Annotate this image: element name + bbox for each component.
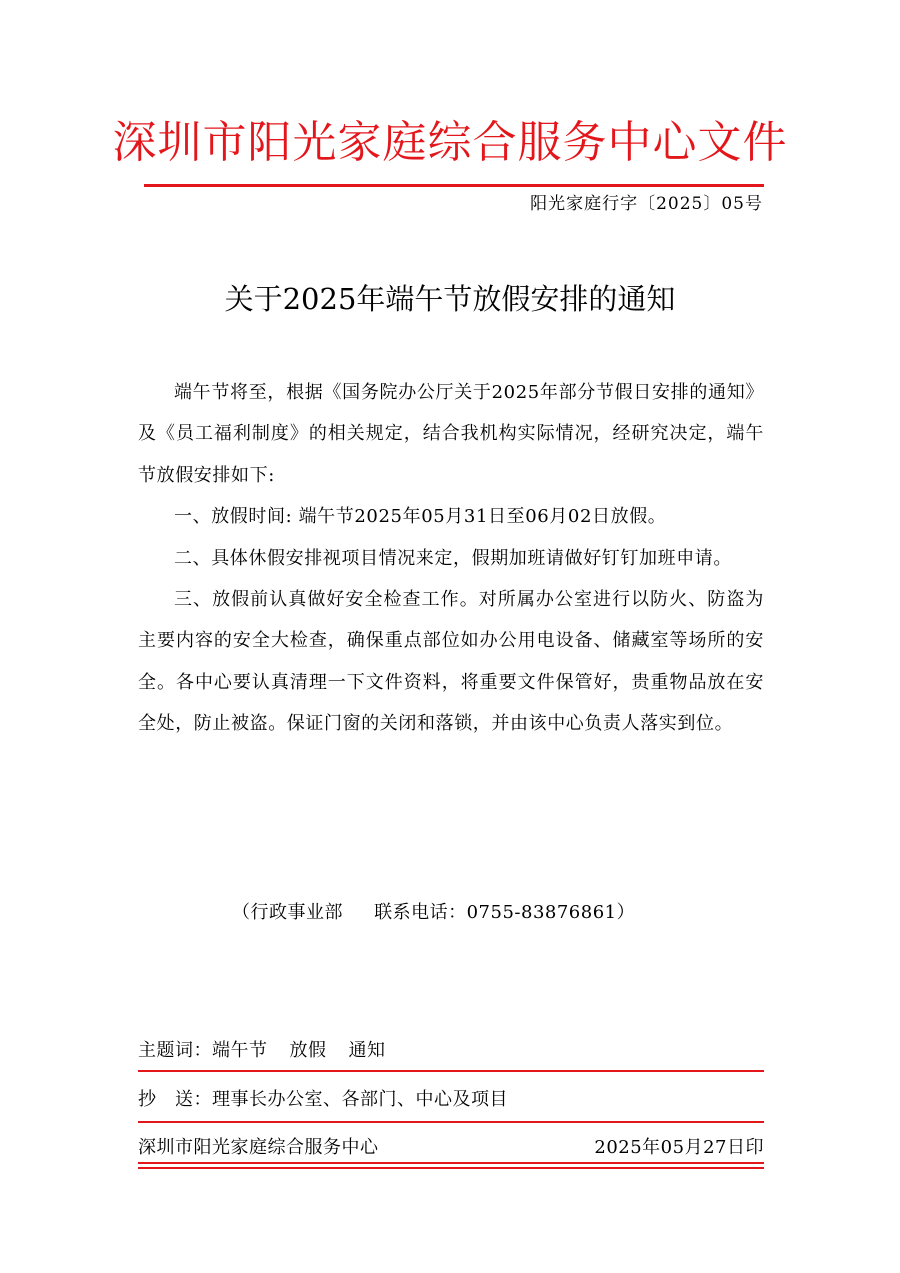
keyword: 通知 bbox=[348, 1040, 386, 1061]
intro-paragraph: 端午节将至，根据《国务院办公厅关于2025年部分节假日安排的通知》及《员工福利制度》的相关规定，结合我机构实际情况，经研究决定，端午节放假安排如下: bbox=[138, 382, 764, 486]
item-3-paragraph: 三、放假前认真做好安全检查工作。对所属办公室进行以防火、防盗为主要内容的安全大检查，确保重点部位如办公用电设备、储藏室等场所的安全。各中心要认真清理一下文件资料，将重要文件保管好，贵重物品放在安全处，防止被盗。保证门窗的关闭和落锁，并由该中心负责人落实到位。 bbox=[138, 589, 764, 735]
keyword: 端午节 bbox=[212, 1040, 268, 1061]
issuer-row bbox=[138, 1131, 764, 1165]
document-number: 阳光家庭行字〔2025〕05号 bbox=[530, 194, 763, 214]
notice-title: 关于2025年端午节放假安排的通知 bbox=[224, 282, 676, 316]
cc-label: 抄 送： bbox=[138, 1089, 212, 1110]
cc-row bbox=[138, 1083, 764, 1117]
keywords-label: 主题词： bbox=[138, 1040, 212, 1061]
footer-red-rule bbox=[138, 1070, 764, 1072]
contact-line: （行政事业部 联系电话：0755-83876861） bbox=[232, 902, 636, 923]
keywords-row bbox=[138, 1034, 764, 1068]
cc-value: 理事长办公室、各部门、中心及项目 bbox=[212, 1089, 508, 1110]
print-date: 2025年05月27日印 bbox=[594, 1137, 764, 1158]
footer-red-rule bbox=[138, 1121, 764, 1123]
footer-double-rule-top bbox=[138, 1162, 764, 1164]
footer-double-rule-bottom bbox=[138, 1167, 764, 1169]
keyword: 放假 bbox=[289, 1040, 327, 1061]
item-1-paragraph: 一、放假时间: 端午节2025年05月31日至06月02日放假。 bbox=[174, 506, 667, 528]
header-red-rule bbox=[144, 184, 764, 187]
notice-body bbox=[138, 372, 764, 745]
issuer-name: 深圳市阳光家庭综合服务中心 bbox=[138, 1137, 379, 1158]
org-header-title: 深圳市阳光家庭综合服务中心文件 bbox=[112, 117, 788, 168]
item-2-paragraph: 二、具体休假安排视项目情况来定，假期加班请做好钉钉加班申请。 bbox=[174, 547, 732, 569]
